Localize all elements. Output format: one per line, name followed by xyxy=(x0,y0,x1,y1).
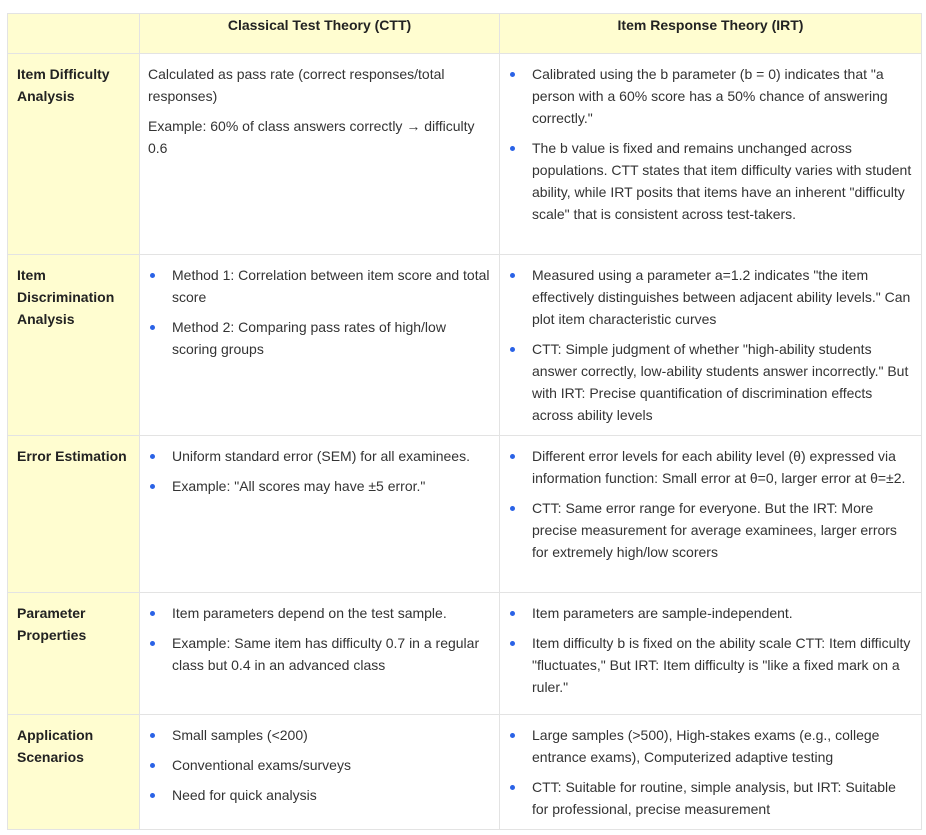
bullet-icon xyxy=(510,273,515,278)
list-item xyxy=(148,445,491,467)
row-label: Item Difficulty Analysis xyxy=(8,54,140,255)
list-item xyxy=(148,724,491,746)
list-item xyxy=(508,445,913,489)
ctt-cell xyxy=(140,436,500,593)
bullet-icon xyxy=(510,785,515,790)
ctt-list xyxy=(148,602,491,676)
list-item xyxy=(508,602,913,624)
bullet-icon xyxy=(150,611,155,616)
bullet-icon xyxy=(510,611,515,616)
bullet-icon xyxy=(510,506,515,511)
table-row xyxy=(8,54,922,255)
list-item-text: Small samples (<200) xyxy=(172,727,308,743)
bullet-icon xyxy=(510,641,515,646)
ctt-list xyxy=(148,724,491,806)
list-item-text: Method 2: Comparing pass rates of high/low scoring groups xyxy=(172,319,446,357)
list-item xyxy=(148,475,491,497)
list-item-text: CTT: Simple judgment of whether "high-ability students answer correctly, low-ability students answer incorrectly." But with IRT: Precise quantification of discrimination effects across ability levels xyxy=(532,341,909,423)
ctt-cell xyxy=(140,54,500,255)
bullet-icon xyxy=(150,793,155,798)
list-item xyxy=(148,784,491,806)
header-row xyxy=(8,14,922,54)
irt-cell xyxy=(500,593,922,715)
header-ctt: Classical Test Theory (CTT) xyxy=(140,14,500,54)
irt-cell xyxy=(500,54,922,255)
list-item-text: Item difficulty b is fixed on the ability scale CTT: Item difficulty "fluctuates," But IRT: Item difficulty is "like a fixed mark on a ruler." xyxy=(532,635,911,695)
list-item xyxy=(508,497,913,563)
irt-list xyxy=(508,445,913,563)
list-item-text: Method 1: Correlation between item score and total score xyxy=(172,267,490,305)
list-item xyxy=(508,724,913,768)
bullet-icon xyxy=(150,454,155,459)
list-item xyxy=(508,776,913,820)
bullet-icon xyxy=(150,733,155,738)
list-item-text: Measured using a parameter a=1.2 indicates "the item effectively distinguishes between adjacent ability levels." Can plot item characteristic curves xyxy=(532,267,911,327)
bullet-icon xyxy=(510,347,515,352)
list-item-text: CTT: Suitable for routine, simple analysis, but IRT: Suitable for professional, precise measurement xyxy=(532,779,896,817)
list-item xyxy=(508,63,913,129)
ctt-text: Calculated as pass rate (correct responses/total responses) xyxy=(148,66,445,104)
list-item-text: Calibrated using the b parameter (b = 0) indicates that "a person with a 60% score has a 50% chance of answering correctly." xyxy=(532,66,888,126)
ctt-cell xyxy=(140,593,500,715)
list-item xyxy=(508,632,913,698)
irt-list xyxy=(508,724,913,820)
list-item xyxy=(508,338,913,426)
list-item-text: Conventional exams/surveys xyxy=(172,757,351,773)
ctt-cell xyxy=(140,255,500,436)
irt-list xyxy=(508,602,913,698)
row-label: Application Scenarios xyxy=(8,715,140,830)
list-item xyxy=(148,602,491,624)
row-label: Item Discrimination Analysis xyxy=(8,255,140,436)
bullet-icon xyxy=(150,273,155,278)
table-row xyxy=(8,255,922,436)
list-item xyxy=(148,264,491,308)
list-item-text: Example: "All scores may have ±5 error." xyxy=(172,478,426,494)
table-row xyxy=(8,593,922,715)
header-irt: Item Response Theory (IRT) xyxy=(500,14,922,54)
bullet-icon xyxy=(510,454,515,459)
ctt-list xyxy=(148,264,491,360)
bullet-icon xyxy=(150,325,155,330)
list-item-text: Large samples (>500), High-stakes exams (e.g., college entrance exams), Computerized adaptive testing xyxy=(532,727,880,765)
list-item xyxy=(148,632,491,676)
bullet-icon xyxy=(150,763,155,768)
header-corner-cell xyxy=(8,14,140,54)
irt-cell xyxy=(500,436,922,593)
list-item-text: Example: Same item has difficulty 0.7 in a regular class but 0.4 in an advanced class xyxy=(172,635,480,673)
irt-list xyxy=(508,264,913,426)
list-item xyxy=(508,264,913,330)
irt-cell xyxy=(500,255,922,436)
list-item-text: The b value is fixed and remains unchanged across populations. CTT states that item difficulty varies with student ability, while IRT posits that items have an inherent "difficulty scale" that is consistent across test-takers. xyxy=(532,140,912,222)
list-item xyxy=(508,137,913,225)
table-body xyxy=(8,54,922,830)
bullet-icon xyxy=(150,641,155,646)
comparison-table xyxy=(7,13,922,830)
bullet-icon xyxy=(150,484,155,489)
ctt-text: Example: 60% of class answers correctly → difficulty 0.6 xyxy=(148,118,475,156)
irt-cell xyxy=(500,715,922,830)
list-item-text: CTT: Same error range for everyone. But the IRT: More precise measurement for average examinees, larger errors for extremely high/low scorers xyxy=(532,500,897,560)
list-item-text: Uniform standard error (SEM) for all examinees. xyxy=(172,448,470,464)
list-item-text: Need for quick analysis xyxy=(172,787,317,803)
table-row xyxy=(8,715,922,830)
list-item-text: Item parameters are sample-independent. xyxy=(532,605,793,621)
list-item xyxy=(148,754,491,776)
row-label: Error Estimation xyxy=(8,436,140,593)
table-row xyxy=(8,436,922,593)
bullet-icon xyxy=(510,146,515,151)
list-item-text: Item parameters depend on the test sample. xyxy=(172,605,447,621)
list-item-text: Different error levels for each ability level (θ) expressed via information function: Small error at θ=0, larger error at θ=±2. xyxy=(532,448,906,486)
row-label: Parameter Properties xyxy=(8,593,140,715)
ctt-list xyxy=(148,445,491,497)
table-header xyxy=(8,14,922,54)
bullet-icon xyxy=(510,733,515,738)
ctt-cell xyxy=(140,715,500,830)
list-item xyxy=(148,316,491,360)
irt-list xyxy=(508,63,913,225)
bullet-icon xyxy=(510,72,515,77)
